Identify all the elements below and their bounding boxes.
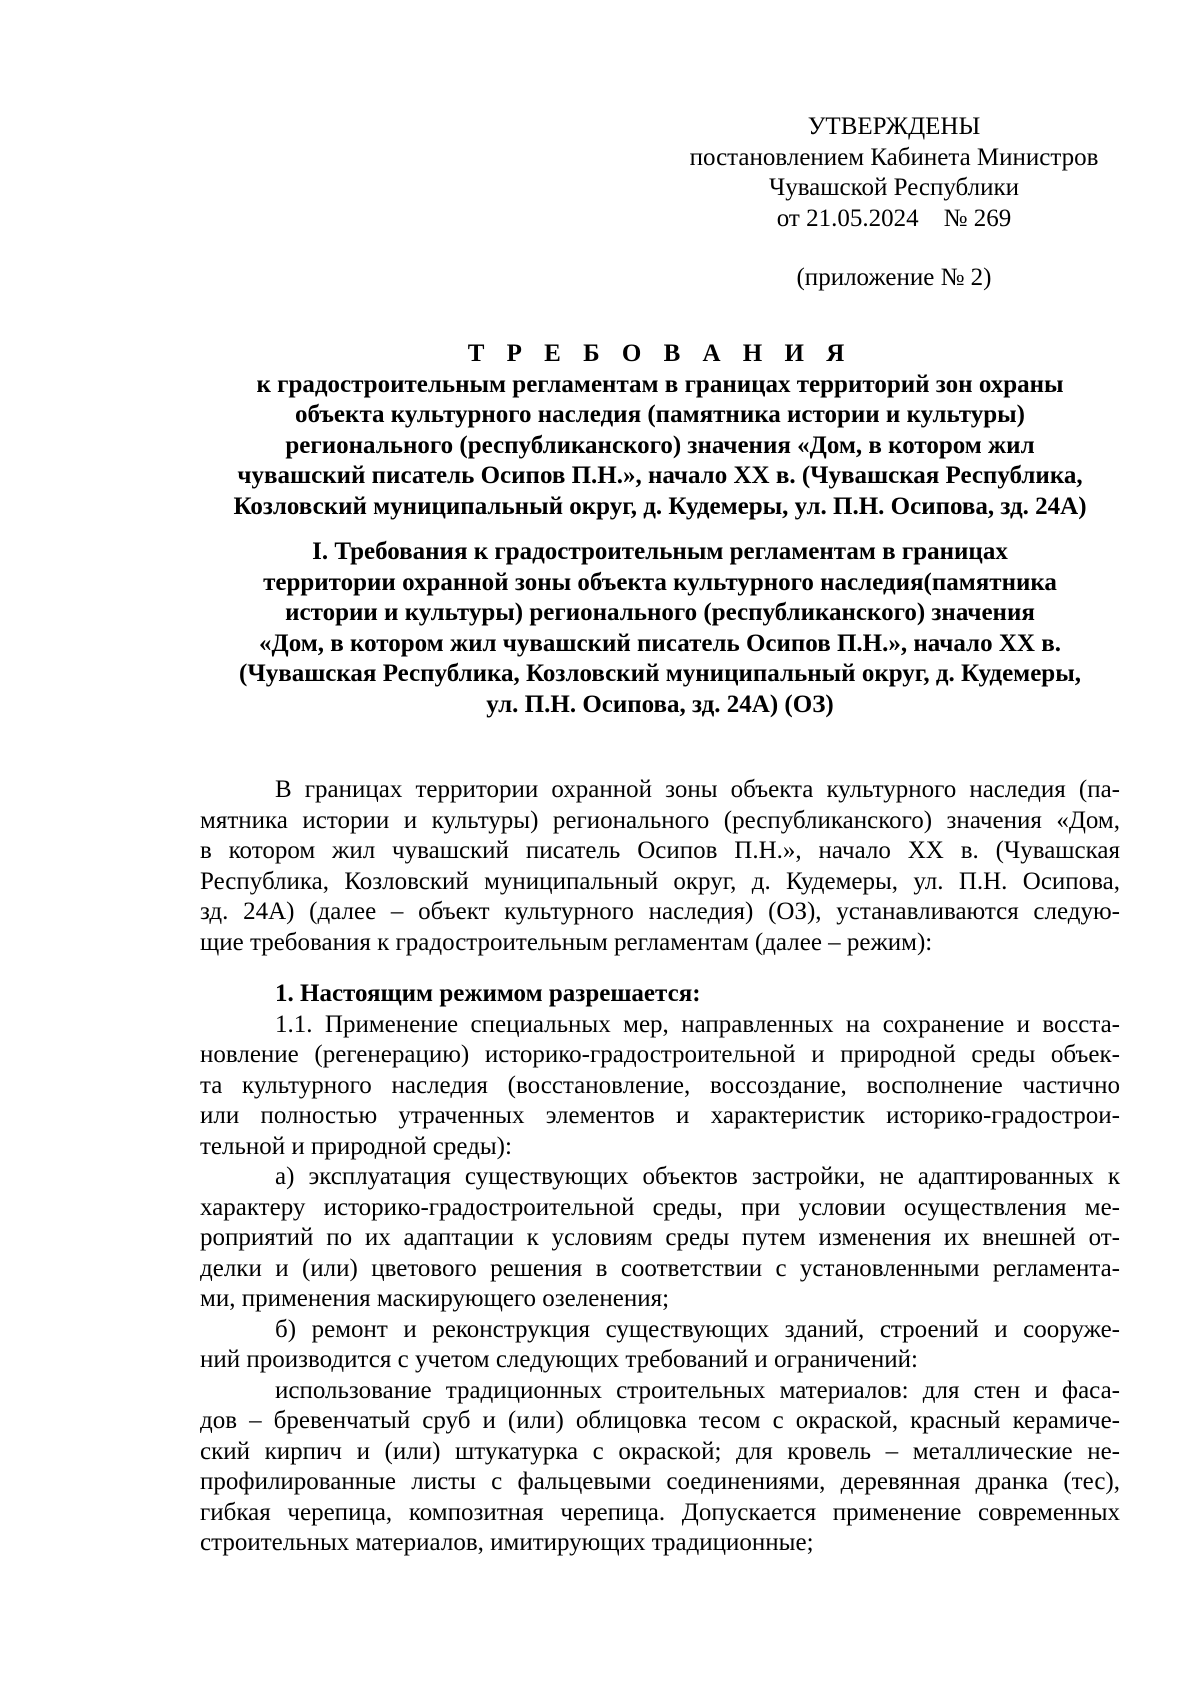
paragraph-line: Республика, Козловский муниципальный округ, д. Кудемеры, ул. П.Н. Осипова, [200, 867, 1120, 895]
approval-line: постановлением Кабинета Министров [689, 143, 1099, 171]
intro-paragraph [200, 775, 1120, 958]
section-heading-line: территории охранной зоны объекта культурного наследия(памятника [263, 568, 1057, 596]
clause-1-1-line: та культурного наследия (восстановление, воссоздание, восполнение частично [200, 1071, 1120, 1099]
paragraph-line: мятника истории и культуры) регионального (республиканского) значения «Дом, [200, 806, 1120, 834]
clause-a-line: характеру историко-градостроительной среды, при условии осуществления ме- [200, 1193, 1120, 1221]
paragraph-line: зд. 24А) (далее – объект культурного наследия) (ОЗ), устанавливаются следую- [200, 898, 1120, 925]
clause-b-line: б) ремонт и реконструкция существующих зданий, строений и сооруже- [275, 1315, 1120, 1343]
main-content [200, 979, 1120, 1559]
title-line: регионального (республиканского) значения «Дом, в котором жил [285, 431, 1035, 459]
approval-line: Чувашской Республики [768, 174, 1020, 201]
materials-line: использование традиционных строительных материалов: для стен и фаса- [275, 1376, 1120, 1404]
clause-a-line: делки и (или) цветового решения в соответствии с установленными регламента- [200, 1254, 1120, 1282]
materials-line: профилированные листы с фальцевыми соединениями, деревянная дранка (тес), [200, 1468, 1120, 1495]
annex-label: (приложение № 2) [796, 264, 992, 291]
section-heading [200, 537, 1120, 720]
document-title [200, 339, 1120, 522]
materials-line: дов – бревенчатый сруб и (или) облицовка тесом с окраской, красный керамиче- [200, 1407, 1120, 1434]
approval-date-number: от 21.05.2024 № 269 [776, 204, 1012, 232]
clause-1-heading: 1. Настоящим режимом разрешается: [275, 980, 701, 1007]
title-heading: Т Р Е Б О В А Н И Я [467, 340, 853, 367]
materials-line: строительных материалов, имитирующих традиционные; [200, 1529, 814, 1556]
materials-line: гибкая черепица, композитная черепица. Допускается применение современных [200, 1498, 1120, 1526]
clause-a-line: роприятий по их адаптации к условиям среды путем изменения их внешней от- [200, 1224, 1120, 1251]
clause-b-line: ний производится с учетом следующих требований и ограничений: [200, 1346, 918, 1373]
approval-title: УТВЕРЖДЕНЫ [807, 113, 981, 140]
section-heading-line: (Чувашская Республика, Козловский муниципальный округ, д. Кудемеры, [239, 660, 1081, 687]
title-line: объекта культурного наследия (памятника истории и культуры) [294, 401, 1025, 428]
clause-1-1-line: или полностью утраченных элементов и характеристик историко-градострои- [200, 1102, 1120, 1129]
materials-line: ский кирпич и (или) штукатурка с окраской; для кровель – металлические не- [200, 1437, 1120, 1465]
section-heading-line: истории и культуры) регионального (республиканского) значения [285, 599, 1035, 626]
clause-1-1-line: 1.1. Применение специальных мер, направленных на сохранение и восста- [275, 1010, 1120, 1038]
title-line: чувашский писатель Осипов П.Н.», начало XX в. (Чувашская Республика, [237, 462, 1083, 489]
clause-a-line: ми, применения маскирующего озеленения; [200, 1285, 670, 1312]
clause-1-1-line: тельной и природной среды): [200, 1132, 512, 1160]
title-line: Козловский муниципальный округ, д. Кудемеры, ул. П.Н. Осипова, зд. 24А) [233, 492, 1087, 520]
section-heading-line: I. Требования к градостроительным регламентам в границах [312, 538, 1008, 565]
paragraph-line: В границах территории охранной зоны объекта культурного наследия (па- [275, 776, 1120, 803]
paragraph-line: в котором жил чувашский писатель Осипов П.Н.», начало XX в. (Чувашская [200, 837, 1120, 864]
approval-stamp [678, 112, 1110, 234]
clause-1-1-line: новление (регенерацию) историко-градостроительной и природной среды объек- [200, 1041, 1120, 1068]
section-heading-line: «Дом, в котором жил чувашский писатель Осипов П.Н.», начало XX в. [259, 629, 1061, 657]
title-line: к градостроительным регламентам в границах территорий зон охраны [256, 370, 1064, 398]
section-heading-line: ул. П.Н. Осипова, зд. 24А) (ОЗ) [486, 690, 834, 718]
paragraph-line: щие требования к градостроительным регламентам (далее – режим): [200, 928, 933, 956]
clause-a-line: а) эксплуатация существующих объектов застройки, не адаптированных к [275, 1163, 1120, 1190]
